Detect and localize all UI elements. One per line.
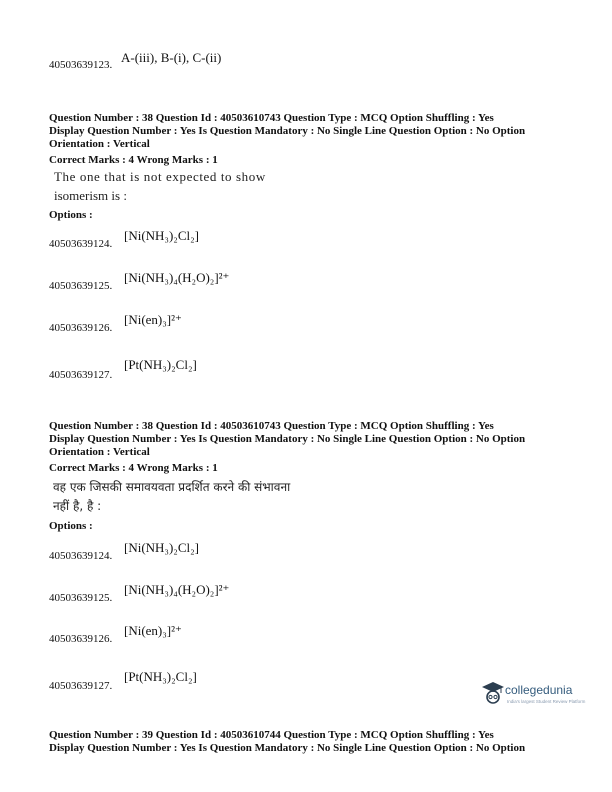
question-line: isomerism is : — [54, 188, 127, 203]
meta-line: Display Question Number : Yes Is Question Mandatory : No Single Line Question Option : No Option — [49, 742, 526, 754]
meta-line: Display Question Number : Yes Is Question Mandatory : No Single Line Question Option : No Option — [49, 125, 526, 137]
option-id: 40503639127. — [49, 369, 113, 381]
meta-line: Question Number : 39 Question Id : 40503610744 Question Type : MCQ Option Shuffling : Yes — [49, 729, 494, 741]
options-label: Options : — [49, 209, 93, 221]
question-line: The one that is not expected to show — [54, 169, 266, 184]
question-line: नहीं है, है : — [53, 499, 102, 513]
option-formula: [Ni(NH₃)₄(H₂O)₂]²⁺ — [124, 582, 230, 597]
meta-line: Question Number : 38 Question Id : 40503610743 Question Type : MCQ Option Shuffling : Yes — [49, 420, 494, 432]
collegedunia-logo — [481, 680, 591, 714]
logo-name: collegedunia — [505, 683, 573, 697]
meta-line: Correct Marks : 4 Wrong Marks : 1 — [49, 462, 218, 474]
option-id: 40503639126. — [49, 322, 113, 334]
option-formula: [Ni(en)₃]²⁺ — [124, 312, 182, 327]
option-id: 40503639124. — [49, 550, 113, 562]
meta-line: Orientation : Vertical — [49, 446, 150, 458]
option-formula: [Pt(NH₃)₂Cl₂] — [124, 669, 197, 684]
options-label: Options : — [49, 520, 93, 532]
question-text — [54, 167, 266, 205]
question-line: वह एक जिसकी समावयवता प्रदर्शित करने की संभावना — [53, 480, 291, 494]
meta-line: Question Number : 38 Question Id : 40503610743 Question Type : MCQ Option Shuffling : Yes — [49, 112, 494, 124]
question-text — [53, 478, 290, 516]
option-formula: [Ni(en)₃]²⁺ — [124, 623, 182, 638]
option-text: A-(iii), B-(i), C-(ii) — [121, 50, 222, 65]
option-formula: [Ni(NH₃)₂Cl₂] — [124, 228, 199, 243]
option-formula: [Pt(NH₃)₂Cl₂] — [124, 357, 197, 372]
option-id: 40503639126. — [49, 633, 113, 645]
meta-line: Orientation : Vertical — [49, 138, 150, 150]
question-meta — [49, 112, 589, 167]
question-meta — [49, 729, 589, 755]
option-id: 40503639123. — [49, 59, 113, 71]
meta-line: Correct Marks : 4 Wrong Marks : 1 — [49, 154, 218, 166]
option-id: 40503639127. — [49, 680, 113, 692]
option-formula: [Ni(NH₃)₄(H₂O)₂]²⁺ — [124, 270, 230, 285]
graduate-cap-icon — [481, 680, 505, 710]
logo-tagline: India's largest Student Review Platform — [507, 699, 586, 704]
option-id: 40503639124. — [49, 238, 113, 250]
option-id: 40503639125. — [49, 592, 113, 604]
option-formula: [Ni(NH₃)₂Cl₂] — [124, 540, 199, 555]
meta-line: Display Question Number : Yes Is Question Mandatory : No Single Line Question Option : No Option — [49, 433, 526, 445]
option-id: 40503639125. — [49, 280, 113, 292]
question-meta — [49, 420, 589, 475]
